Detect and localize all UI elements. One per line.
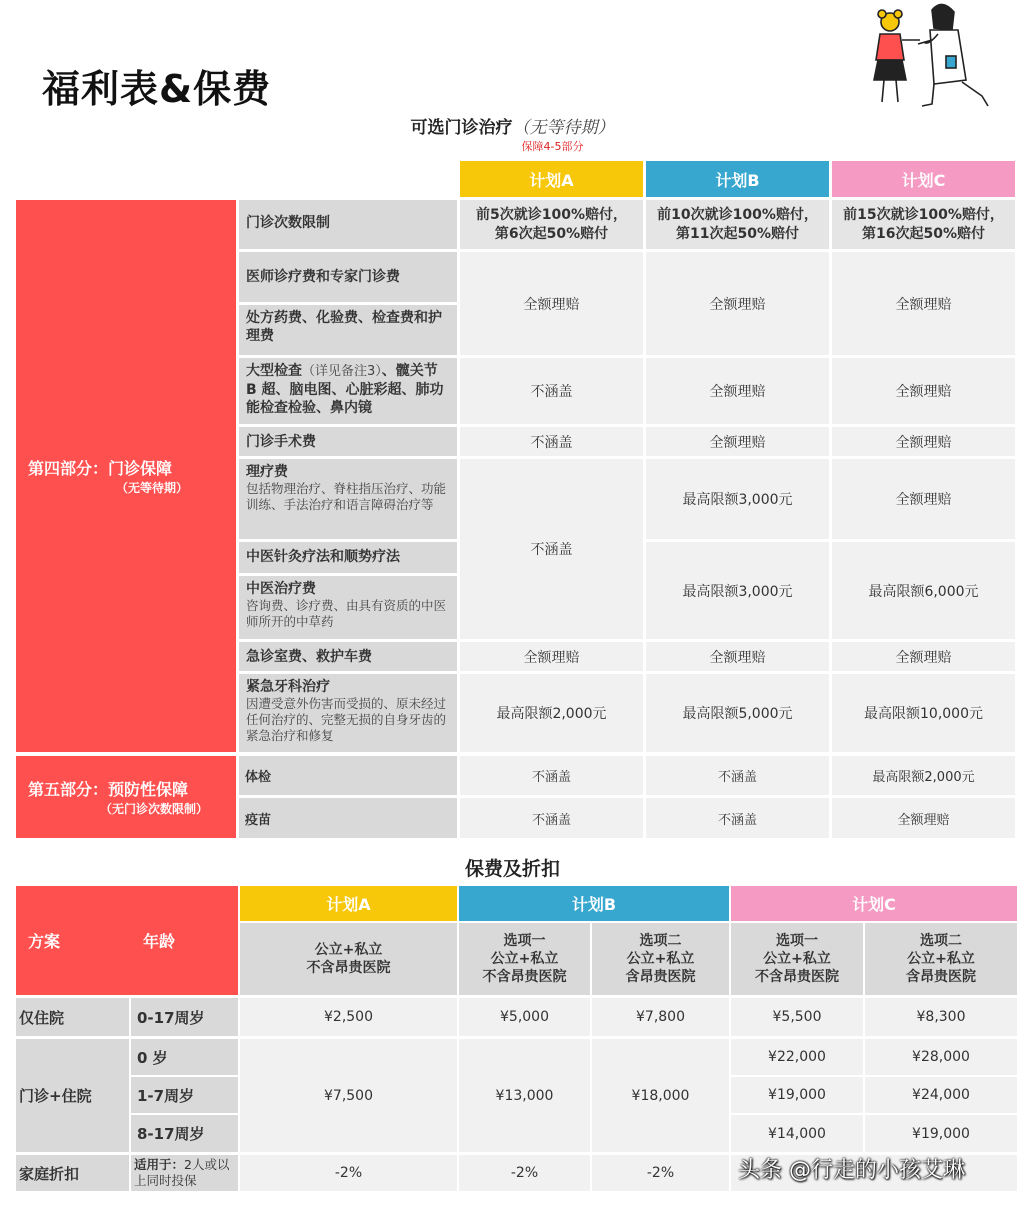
section-5-label [16, 756, 236, 838]
outpatient-c2-1: ¥24,000 [865, 1077, 1017, 1113]
family-discount-condition [131, 1155, 238, 1191]
outpatient-a: ¥7,500 [240, 1039, 457, 1152]
family-discount-b2: -2% [592, 1155, 729, 1191]
row-label-surgery: 门诊手术费 [239, 427, 457, 456]
inpatient-age: 0-17周岁 [131, 998, 238, 1036]
subtitle-note: （无等待期） [512, 118, 615, 138]
major-exam-items: 、髋关节 B 超、脑电图、心脏彩超、肺功能检查检验、鼻内镜 [246, 363, 444, 416]
major-exam-c: 全额理赔 [832, 358, 1015, 424]
visit-limit-a: 前5次就诊100%赔付， 第6次起50%赔付 [460, 200, 643, 249]
prescription-b: 全额理赔 [646, 252, 829, 355]
visit-limit-b: 前10次就诊100%赔付， 第11次起50%赔付 [646, 200, 829, 249]
section-5-title: 第五部分：预防性保障 [28, 780, 189, 799]
row-label-dental [239, 674, 457, 752]
vaccine-b: 不涵盖 [646, 798, 829, 838]
outpatient-age-0: 0 岁 [131, 1039, 238, 1075]
dental-desc: 因遭受意外伤害而受损的、原未经过任何治疗的、完整无损的自身牙齿的紧急治疗和修复 [246, 696, 447, 743]
plan-c-option-1: 选项一 公立+私立 不含昂贵医院 [731, 923, 863, 995]
plan-b-header: 计划B [646, 161, 829, 197]
major-exam-label: 大型检查 [246, 363, 302, 379]
surgery-a: 不涵盖 [460, 427, 643, 456]
row-label-vaccine: 疫苗 [239, 798, 457, 838]
plan-c-header: 计划C [832, 161, 1015, 197]
coverage-note: 保障4-5部分 [521, 140, 584, 153]
subtitle-main: 可选门诊治疗 [410, 118, 513, 138]
outpatient-c1-1: ¥19,000 [731, 1077, 863, 1113]
outpatient-c1-2: ¥14,000 [731, 1115, 863, 1152]
plan-a-header: 计划A [460, 161, 643, 197]
inpatient-a: ¥2,500 [240, 998, 457, 1036]
therapy-label: 理疗费 [246, 464, 288, 480]
dental-label: 紧急牙科治疗 [246, 679, 330, 695]
outpatient-c1-0: ¥22,000 [731, 1039, 863, 1075]
premium-plan-c-header: 计划C [731, 886, 1017, 921]
premium-header-cell [16, 886, 238, 995]
section-4-title: 第四部分：门诊保障 [28, 459, 173, 478]
row-label-major-exam [239, 358, 457, 424]
row-label-prescription: 处方药费、化验费、检查费和护理费 [239, 305, 457, 355]
checkup-b: 不涵盖 [646, 756, 829, 795]
age-col-header: 年龄 [143, 932, 176, 951]
premium-title: 保费及折扣 [464, 858, 560, 880]
tcm-b: 最高限额3,000元 [646, 542, 829, 639]
inpatient-c1: ¥5,500 [731, 998, 863, 1036]
checkup-c: 最高限额2,000元 [832, 756, 1015, 795]
therapy-tcm-a: 不涵盖 [460, 459, 643, 639]
plan-col-header: 方案 [28, 932, 61, 951]
inpatient-b2: ¥7,800 [592, 998, 729, 1036]
condition-prefix: 适用于： [134, 1157, 185, 1172]
checkup-a: 不涵盖 [460, 756, 643, 795]
tcm-label: 中医治疗费 [246, 581, 316, 597]
inpatient-label: 仅住院 [16, 998, 129, 1036]
row-label-therapy [239, 459, 457, 539]
dental-a: 最高限额2,000元 [460, 674, 643, 752]
major-exam-a: 不涵盖 [460, 358, 643, 424]
plan-c-option-2: 选项二 公立+私立 含昂贵医院 [865, 923, 1017, 995]
outpatient-label: 门诊+住院 [16, 1039, 129, 1152]
outpatient-age-1: 1-7周岁 [131, 1077, 238, 1113]
outpatient-b2: ¥18,000 [592, 1039, 729, 1152]
major-exam-b: 全额理赔 [646, 358, 829, 424]
plan-b-option-1: 选项一 公立+私立 不含昂贵医院 [459, 923, 590, 995]
family-discount-label: 家庭折扣 [16, 1155, 129, 1191]
surgery-c: 全额理赔 [832, 427, 1015, 456]
therapy-b: 最高限额3,000元 [646, 459, 829, 539]
plan-b-option-2: 选项二 公立+私立 含昂贵医院 [592, 923, 729, 995]
outpatient-c2-0: ¥28,000 [865, 1039, 1017, 1075]
visit-limit-c: 前15次就诊100%赔付， 第16次起50%赔付 [832, 200, 1015, 249]
condition-text: 2人或以上同时投保 [134, 1157, 230, 1188]
outpatient-c2-2: ¥19,000 [865, 1115, 1017, 1152]
row-label-tcm [239, 576, 457, 639]
dental-b: 最高限额5,000元 [646, 674, 829, 752]
emergency-a: 全额理赔 [460, 642, 643, 671]
section-4-label [16, 200, 236, 752]
major-exam-note: （详见备注3） [302, 364, 382, 379]
therapy-desc: 包括物理治疗、脊柱指压治疗、功能训练、手法治疗和语言障碍治疗等 [246, 481, 447, 512]
outpatient-b1: ¥13,000 [459, 1039, 590, 1152]
prescription-c: 全额理赔 [832, 252, 1015, 355]
vaccine-c: 全额理赔 [832, 798, 1015, 838]
dental-c: 最高限额10,000元 [832, 674, 1015, 752]
premium-plan-a-header: 计划A [240, 886, 457, 921]
family-discount-a: -2% [240, 1155, 457, 1191]
row-label-doctor: 医师诊疗费和专家门诊费 [239, 252, 457, 302]
section-5-note: （无门诊次数限制） [100, 802, 209, 816]
premium-plan-b-header: 计划B [459, 886, 729, 921]
page-title: 福利表&保费 [42, 67, 272, 111]
row-label-checkup: 体检 [239, 756, 457, 795]
section-4-note: （无等待期） [116, 481, 189, 495]
prescription-a: 全额理赔 [460, 252, 643, 355]
surgery-b: 全额理赔 [646, 427, 829, 456]
family-discount-b1: -2% [459, 1155, 590, 1191]
inpatient-b1: ¥5,000 [459, 998, 590, 1036]
emergency-b: 全额理赔 [646, 642, 829, 671]
emergency-c: 全额理赔 [832, 642, 1015, 671]
tcm-c: 最高限额6,000元 [832, 542, 1015, 639]
watermark: 头条 @行走的小孩艾琳 [738, 1158, 965, 1183]
outpatient-age-2: 8-17周岁 [131, 1115, 238, 1152]
table-subtitle [0, 113, 1025, 138]
row-label-visit-limit: 门诊次数限制 [239, 200, 457, 249]
vaccine-a: 不涵盖 [460, 798, 643, 838]
doctor-child-illustration [862, 0, 997, 112]
plan-a-option: 公立+私立 不含昂贵医院 [240, 923, 457, 995]
row-label-acupuncture: 中医针灸疗法和顺势疗法 [239, 542, 457, 573]
inpatient-c2: ¥8,300 [865, 998, 1017, 1036]
row-label-emergency: 急诊室费、救护车费 [239, 642, 457, 671]
tcm-desc: 咨询费、诊疗费、由具有资质的中医师所开的中草药 [246, 598, 447, 629]
therapy-c: 全额理赔 [832, 459, 1015, 539]
